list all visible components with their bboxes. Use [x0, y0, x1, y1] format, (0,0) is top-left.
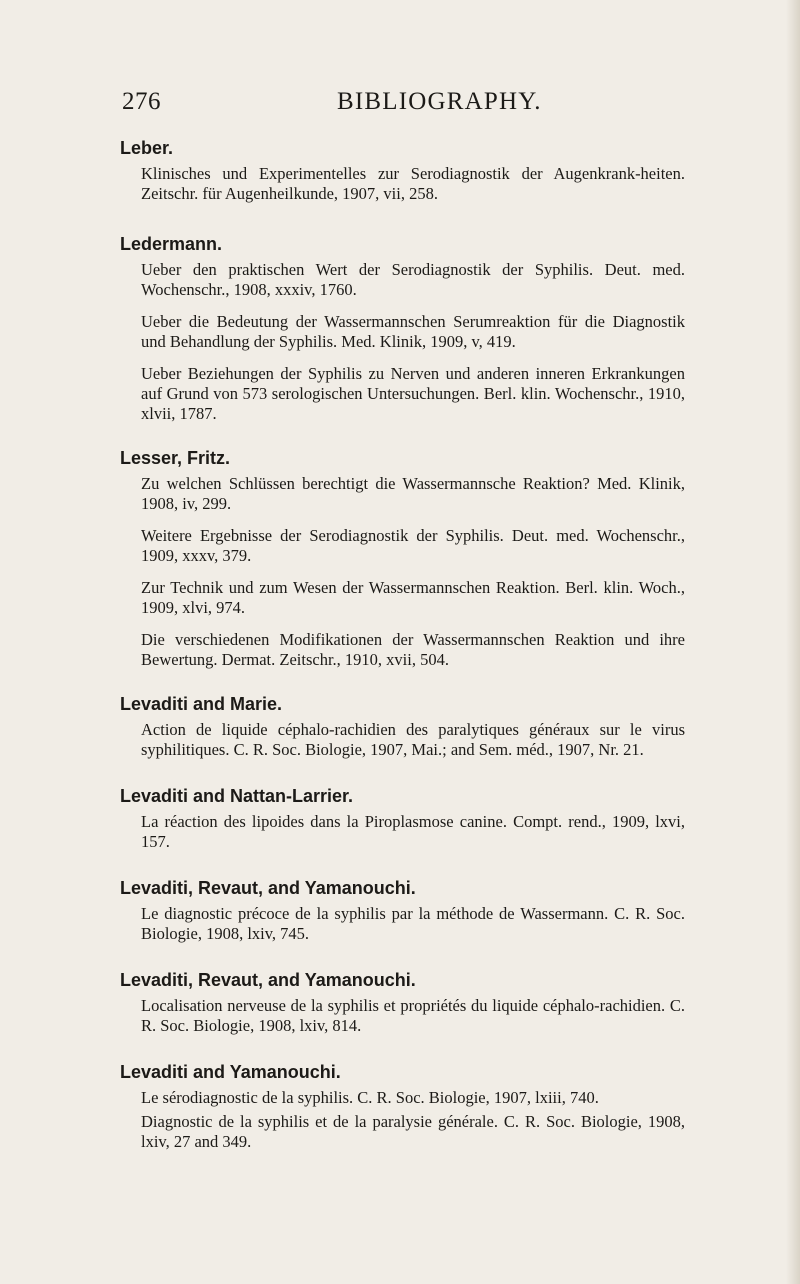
author-name: Levaditi, Revaut, and Yamanouchi. — [120, 970, 416, 990]
running-title: BIBLIOGRAPHY. — [337, 88, 542, 115]
bibliography-entry: Localisation nerveuse de la syphilis et propriétés du liquide céphalo-rachidien. C. R. Soc. Biologie, 1908, lxiv, 814. — [141, 996, 685, 1035]
bibliography-list — [120, 136, 685, 1152]
bibliography-entry: Ueber Beziehungen der Syphilis zu Nerven und anderen inneren Erkrankungen auf Grund von 573 serologischen Untersuchungen. Berl. klin. Wochenschr., 1910, xlvii, 1787. — [141, 364, 685, 423]
page-edge-shadow — [786, 0, 800, 1284]
bibliography-entry: Weitere Ergebnisse der Serodiagnostik der Syphilis. Deut. med. Wochenschr., 1909, xxxv, 379. — [141, 526, 685, 565]
author-block — [120, 784, 685, 852]
bibliography-entry: Le diagnostic précoce de la syphilis par la méthode de Wassermann. C. R. Soc. Biologie, 1908, lxiv, 745. — [141, 904, 685, 943]
author-name: Leber. — [120, 138, 174, 158]
bibliography-entry: Action de liquide céphalo-rachidien des paralytiques généraux sur le virus syphilitiques. C. R. Soc. Biologie, 1907, Mai.; and Sem. méd., 1907, Nr. 21. — [141, 720, 685, 759]
author-block — [120, 1060, 685, 1152]
bibliography-entry: Ueber den praktischen Wert der Serodiagnostik der Syphilis. Deut. med. Wochenschr., 1908, xxxiv, 1760. — [141, 260, 685, 299]
bibliography-entry: Die verschiedenen Modifikationen der Wassermannschen Reaktion und ihre Bewertung. Dermat. Zeitschr., 1910, xvii, 504. — [141, 630, 685, 669]
author-name: Levaditi and Yamanouchi. — [120, 1062, 341, 1082]
page-number: 276 — [122, 88, 161, 115]
author-block — [120, 876, 685, 944]
author-name: Lesser, Fritz. — [120, 448, 231, 468]
author-name: Levaditi and Nattan-Larrier. — [120, 786, 354, 806]
page-header — [0, 88, 800, 128]
bibliography-entry: Ueber die Bedeutung der Wassermannschen Serumreaktion für die Diagnostik und Behandlung der Syphilis. Med. Klinik, 1909, v, 419. — [141, 312, 685, 351]
bibliography-entry: Zur Technik und zum Wesen der Wassermannschen Reaktion. Berl. klin. Woch., 1909, xlvi, 974. — [141, 578, 685, 617]
author-name: Levaditi and Marie. — [120, 694, 283, 714]
bibliography-entry: Klinisches und Experimentelles zur Serodiagnostik der Augenkrank-heiten. Zeitschr. für Augenheilkunde, 1907, vii, 258. — [141, 164, 685, 203]
author-block — [120, 232, 685, 424]
author-block — [120, 968, 685, 1036]
author-name: Levaditi, Revaut, and Yamanouchi. — [120, 878, 416, 898]
bibliography-entry: La réaction des lipoides dans la Piroplasmose canine. Compt. rend., 1909, lxvi, 157. — [141, 812, 685, 851]
author-block — [120, 446, 685, 670]
author-block — [120, 692, 685, 760]
author-block — [120, 136, 685, 204]
bibliography-entry: Diagnostic de la syphilis et de la paralysie générale. C. R. Soc. Biologie, 1908, lxiv, 27 and 349. — [141, 1112, 685, 1151]
author-name: Ledermann. — [120, 234, 223, 254]
bibliography-entry: Zu welchen Schlüssen berechtigt die Wassermannsche Reaktion? Med. Klinik, 1908, iv, 299. — [141, 474, 685, 513]
bibliography-entry: Le sérodiagnostic de la syphilis. C. R. Soc. Biologie, 1907, lxiii, 740. — [141, 1088, 599, 1107]
